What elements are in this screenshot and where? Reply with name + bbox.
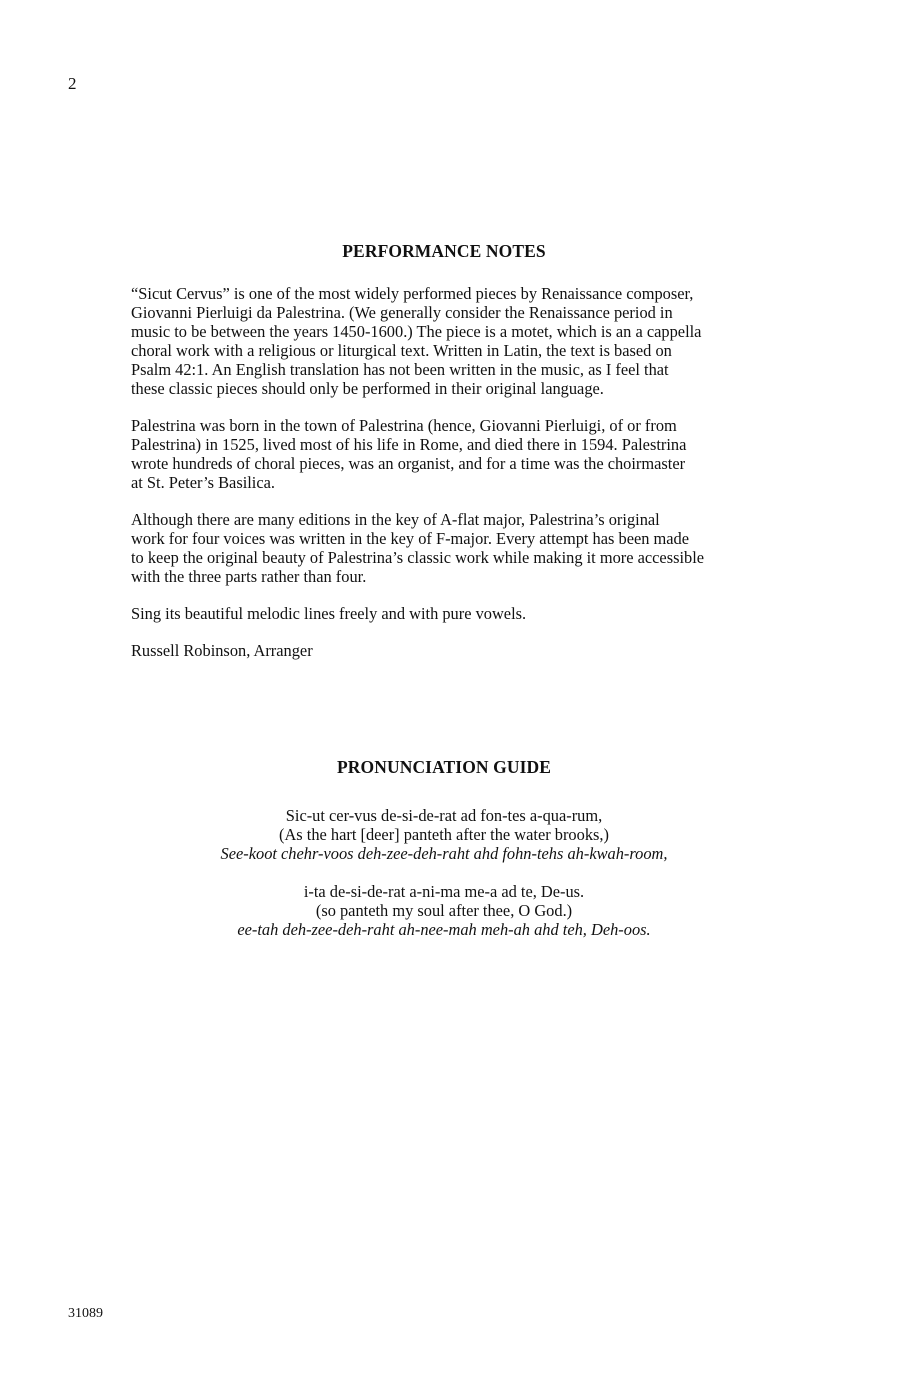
notes-line: these classic pieces should only be performed in their original language. [131, 379, 604, 398]
phonetic-pronunciation: ee-tah deh-zee-deh-raht ah-nee-mah meh-ah ahd teh, Deh-oos. [237, 920, 651, 939]
catalog-number: 31089 [68, 1306, 103, 1321]
notes-line: wrote hundreds of choral pieces, was an organist, and for a time was the choirmaster [131, 454, 686, 473]
notes-line: to keep the original beauty of Palestrina’s classic work while making it more accessible [131, 548, 705, 567]
notes-line: work for four voices was written in the key of F-major. Every attempt has been made [131, 529, 690, 548]
notes-line: Palestrina) in 1525, lived most of his life in Rome, and died there in 1594. Palestrina [131, 435, 687, 454]
arranger-signature: Russell Robinson, Arranger [131, 641, 313, 660]
pronunciation-guide-title: PRONUNCIATION GUIDE [336, 757, 552, 777]
performance-notes-title: PERFORMANCE NOTES [342, 241, 546, 261]
english-translation: (As the hart [deer] panteth after the water brooks,) [279, 825, 609, 844]
page-number: 2 [68, 74, 77, 93]
notes-line: Sing its beautiful melodic lines freely and with pure vowels. [131, 604, 527, 623]
notes-paragraph [131, 604, 821, 623]
notes-line: choral work with a religious or liturgical text. Written in Latin, the text is based on [131, 341, 672, 360]
notes-line: at St. Peter’s Basilica. [131, 473, 276, 492]
notes-line: Although there are many editions in the key of A-flat major, Palestrina’s original [131, 510, 660, 529]
notes-line: music to be between the years 1450-1600.) The piece is a motet, which is an a cappella [131, 322, 702, 341]
notes-line: with the three parts rather than four. [131, 567, 367, 586]
pronunciation-stanza [0, 806, 888, 863]
latin-text: Sic-ut cer-vus de-si-de-rat ad fon-tes a-qua-rum, [285, 806, 603, 825]
notes-line: Psalm 42:1. An English translation has not been written in the music, as I feel that [131, 360, 669, 379]
notes-line: “Sicut Cervus” is one of the most widely performed pieces by Renaissance composer, [131, 284, 694, 303]
pronunciation-stanza [0, 882, 888, 939]
notes-paragraph [131, 510, 821, 586]
notes-line: Palestrina was born in the town of Palestrina (hence, Giovanni Pierluigi, of or from [131, 416, 677, 435]
phonetic-pronunciation: See-koot chehr-voos deh-zee-deh-raht ahd fohn-tehs ah-kwah-room, [220, 844, 668, 863]
pronunciation-guide-body [0, 806, 888, 958]
performance-notes-body [131, 284, 821, 678]
notes-paragraph [131, 284, 821, 398]
notes-signature [131, 641, 821, 660]
latin-text: i-ta de-si-de-rat a-ni-ma me-a ad te, De-us. [303, 882, 585, 901]
notes-paragraph [131, 416, 821, 492]
english-translation: (so panteth my soul after thee, O God.) [315, 901, 573, 920]
notes-line: Giovanni Pierluigi da Palestrina. (We generally consider the Renaissance period in [131, 303, 673, 322]
